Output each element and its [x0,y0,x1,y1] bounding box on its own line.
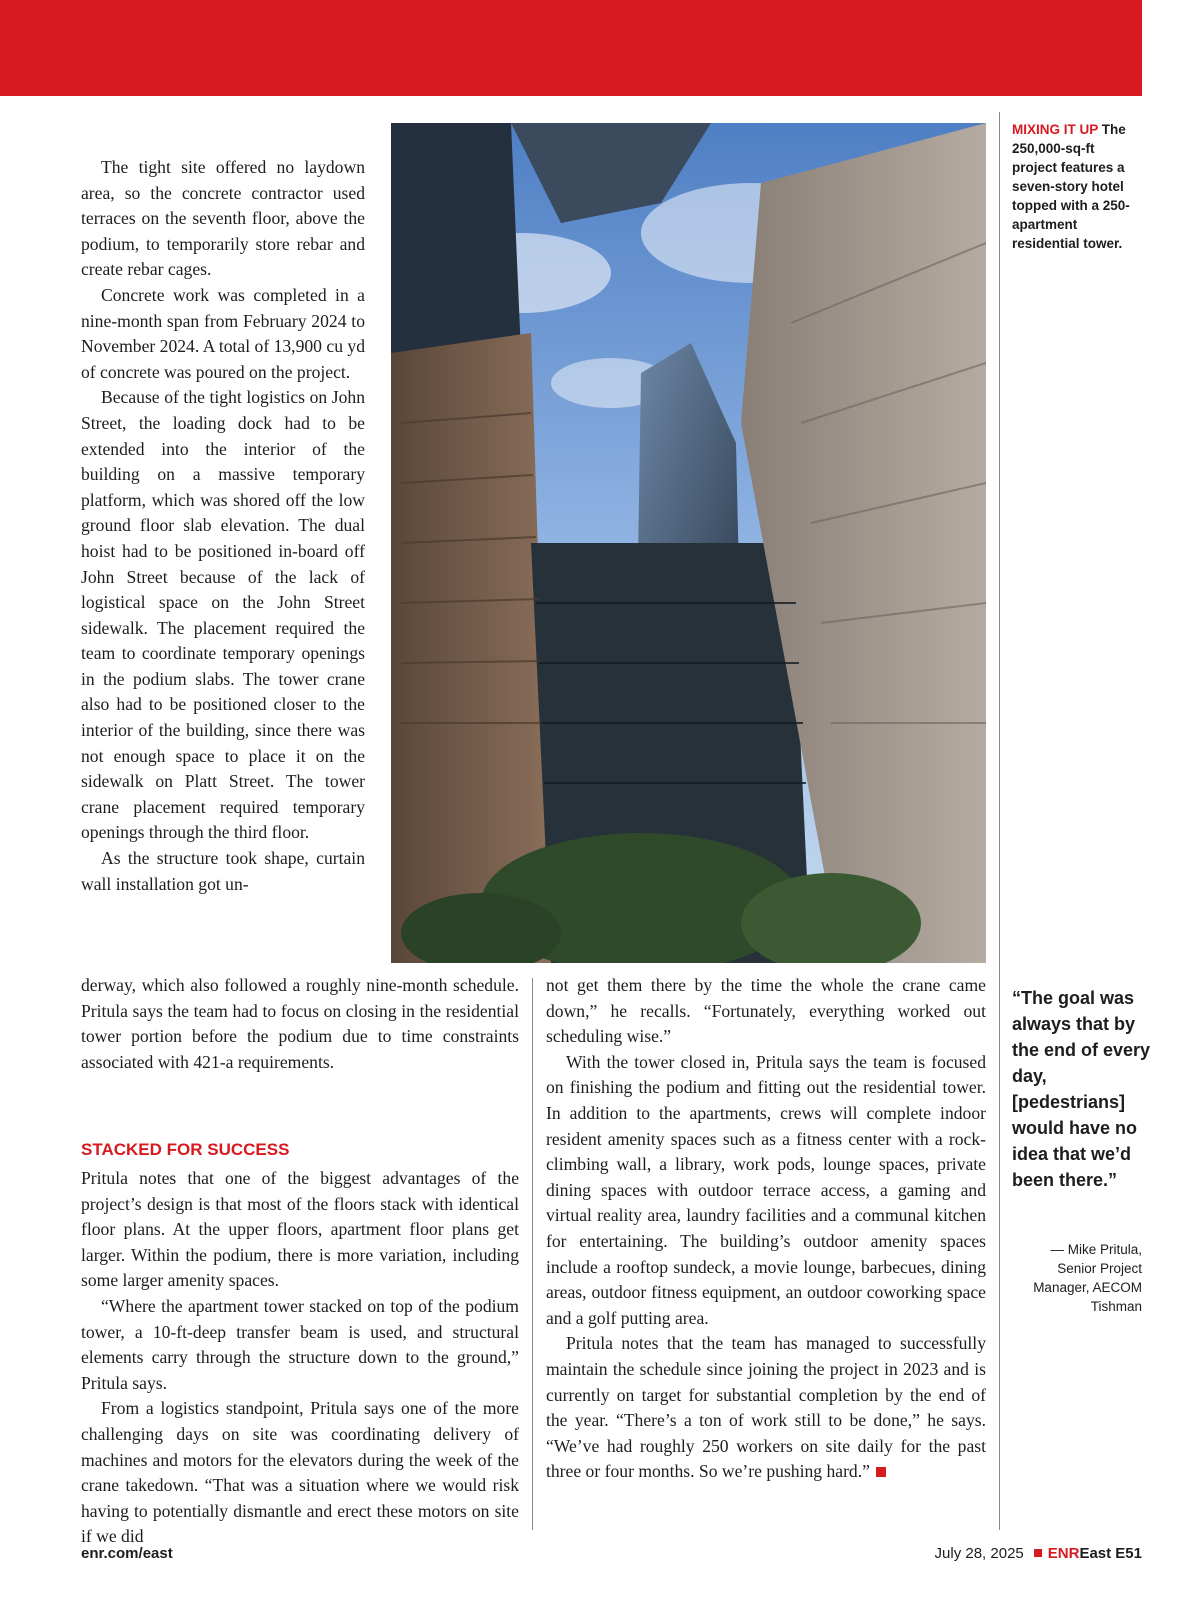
footer-date: July 28, 2025 [934,1545,1024,1562]
header-red-bar [0,0,1142,96]
footer-folio [935,1545,1142,1562]
paragraph: Pritula notes that one of the biggest advantages of the project’s design is that most of the floors stack with identical floor plans. At the upper floors, apartment floor plans get larger. Within the podium, there is more variation, including some larger amenity spaces. [81,1168,519,1291]
paragraph [546,1331,986,1485]
footer-brand: ENR [1047,1545,1080,1562]
section-subhead: STACKED FOR SUCCESS [81,1140,290,1159]
article-column-left-top [81,155,365,897]
column-divider [532,978,533,1530]
paragraph: Because of the tight logistics on John Street, the loading dock had to be extended into the interior of the building on a massive temporary platform, which was shored off the low ground floor slab elevation. The dual hoist had to be positioned in-board off John Street because of the lack of logistical space on the John Street sidewalk. The placement required the team to coordinate temporary openings in the podium slabs. The tower crane also had to be positioned closer to the interior of the building, since there was not enough space to place it on the sidewalk on Platt Street. The tower crane placement required temporary openings through the third floor. [81,387,365,843]
article-column-left-wide [81,973,519,1075]
photo-caption [1012,120,1142,253]
footer-site: enr.com/east [81,1545,173,1562]
paragraph: derway, which also followed a roughly nine-month schedule. Pritula says the team had to focus on closing in the residential tower portion before the podium due to time constraints associated with 421-a requirements. [81,975,519,1072]
caption-text: The 250,000-sq-ft project features a seven-story hotel topped with a 250-apartment residential tower. [1012,122,1130,251]
paragraph: With the tower closed in, Pritula says the team is focused on finishing the podium and fitting out the residential tower. In addition to the apartments, crews will complete indoor resident amenity spaces such as a fitness center with a rock-climbing wall, a library, work pods, lounge spaces, private dining spaces with outdoor terrace access, a gaming and virtual reality area, laundry facilities and a communal kitchen for entertaining. The building’s outdoor amenity spaces include a rooftop sundeck, a movie lounge, barbecues, dining areas, outdoor fitness equipment, an outdoor coworking space and a golf putting area. [546,1051,986,1328]
pull-quote: “The goal was always that by the end of every day, [pedestrians] would have no idea that we’d been there.” [1012,988,1151,1190]
sidebar-divider [999,112,1000,1530]
paragraph: Concrete work was completed in a nine-month span from February 2024 to November 2024. A total of 13,900 cu yd of concrete was poured on the project. [81,284,365,382]
building-photo [391,123,986,963]
end-mark-icon [876,1467,886,1477]
article-column-left-lower [81,1166,519,1550]
article-column-middle [546,973,986,1485]
footer-region: East [1079,1545,1112,1562]
pull-quote-attribution: — Mike Pritula, Senior Project Manager, AECOM Tishman [1033,1242,1142,1314]
paragraph: “Where the apartment tower stacked on top of the podium tower, a 10-ft-deep transfer beam is used, and structural elements carry through the structure down to the ground,” Pritula says. [81,1295,519,1393]
paragraph: The tight site offered no laydown area, so the concrete contractor used terraces on the seventh floor, above the podium, to temporarily store rebar and create rebar cages. [81,157,365,280]
paragraph: From a logistics standpoint, Pritula says one of the more challenging days on site was coordinating delivery of machines and motors for the elevators during the week of the crane takedown. “That was a situation where we would risk having to potentially dismantle and erect these motors on site if we did [81,1398,519,1547]
paragraph: not get them there by the time the whole the crane came down,” he recalls. “Fortunately, everything worked out scheduling wise.” [546,975,986,1047]
paragraph: As the structure took shape, curtain wall installation got un- [81,848,365,894]
paragraph-text: Pritula notes that the team has managed to successfully maintain the schedule since joining the project in 2023 and is currently on target for substantial completion by the end of the year. “There’s a ton of work still to be done,” he says. “We’ve had roughly 250 workers on site daily for the past three or four months. So we’re pushing hard.” [546,1333,986,1482]
page-number: E51 [1115,1545,1142,1562]
caption-label: MIXING IT UP [1012,122,1099,137]
bullet-icon [1034,1549,1042,1557]
